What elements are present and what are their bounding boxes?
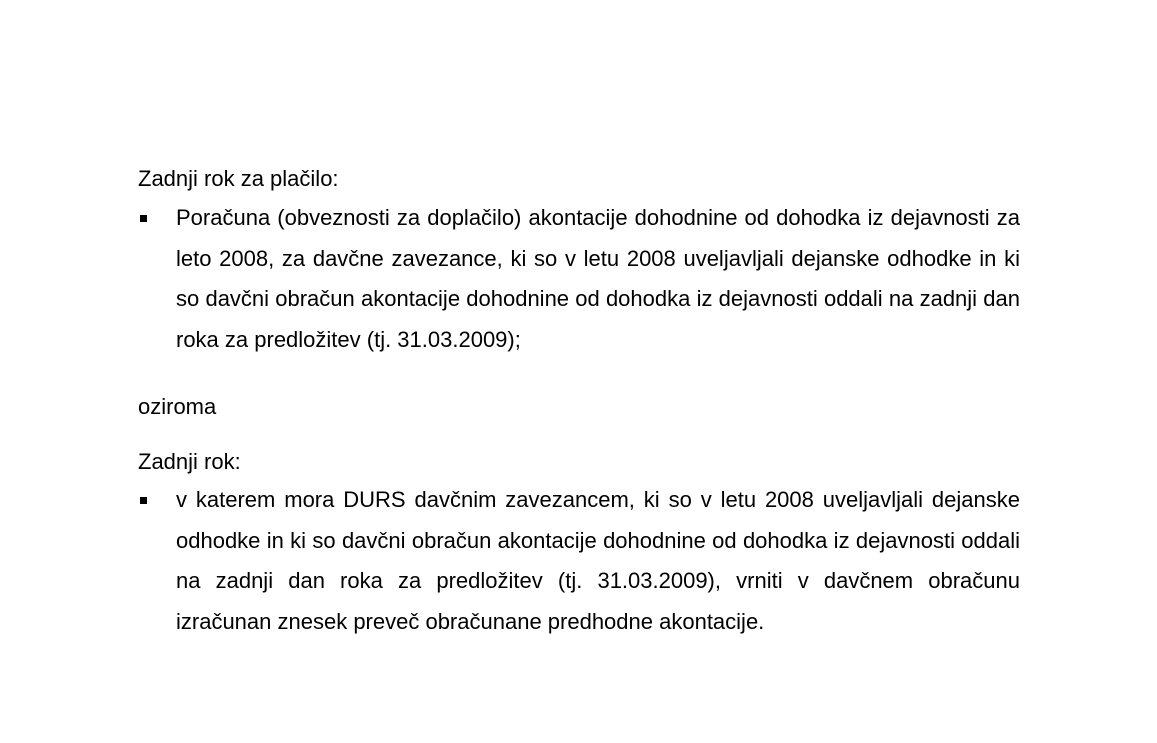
square-bullet-icon [138,487,148,513]
section1-bullet-item [138,205,1020,365]
square-bullet-icon [138,205,148,231]
section1-heading: Zadnji rok za plačilo: [138,166,339,191]
section2-heading: Zadnji rok: [138,449,241,474]
separator-text: oziroma [138,394,217,419]
section1-bullet-text: Poračuna (obveznosti za doplačilo) akontacije dohodnine od dohodka iz dejavnosti za leto 2008, za davčne zavezance, ki so v letu 2008 uveljavljali dejanske odhodke in ki so davčni obračun akontacije dohodnine od dohodka iz dejavnosti oddali na zadnji dan roka za predložitev (tj. 31.03.2009); [176,205,1020,352]
section2-bullet-text: v katerem mora DURS davčnim zavezancem, ki so v letu 2008 uveljavljali dejanske odhodke in ki so davčni obračun akontacije dohodnine od dohodka iz dejavnosti oddali na zadnji dan roka za predložitev (tj. 31.03.2009), vrniti v davčnem obračunu izračunan znesek preveč obračunane predhodne akontacije. [176,487,1020,634]
section2-bullet-item [138,487,1020,647]
